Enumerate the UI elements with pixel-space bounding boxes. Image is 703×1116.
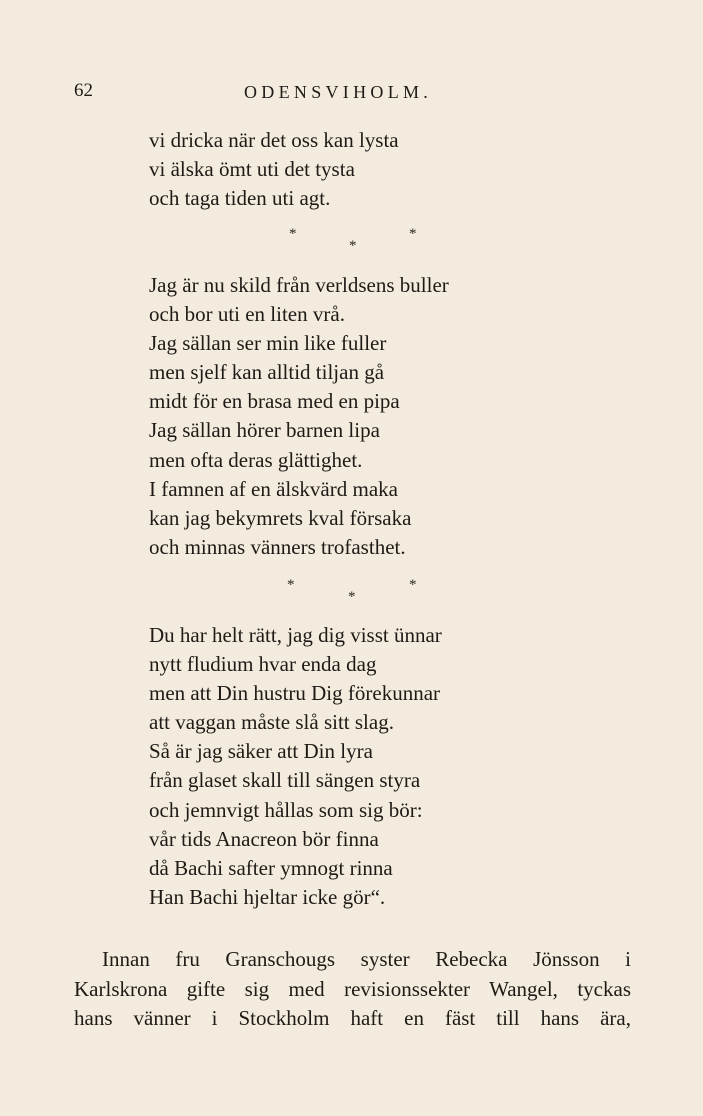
- poem-line: vår tids Anacreon bör finna: [149, 826, 379, 851]
- poem-line: och minnas vänners trofasthet.: [149, 534, 406, 559]
- poem-line: vi älska ömt uti det tysta: [149, 157, 355, 182]
- asterism-star: *: [287, 577, 295, 593]
- poem-line: men att Din hustru Dig förekunnar: [149, 681, 441, 706]
- running-title: ODENSVIHOLM.: [244, 82, 433, 102]
- prose-paragraph: [74, 945, 631, 1034]
- prose-line: Karlskrona gifte sig med revisionssekter Wangel, tyckas: [74, 976, 631, 1001]
- poem-line: men ofta deras glättighet.: [149, 447, 363, 472]
- poem-line: Jag sällan hörer barnen lipa: [149, 418, 380, 443]
- poem-line: vi dricka när det oss kan lysta: [149, 128, 399, 152]
- poem-line: Jag är nu skild från verldsens buller: [149, 273, 449, 297]
- asterism-star: *: [349, 238, 357, 254]
- poem-line: nytt fludium hvar enda dag: [149, 652, 377, 677]
- poem-line: att vaggan måste slå sitt slag.: [149, 710, 394, 735]
- prose-line: hans vänner i Stockholm haft en fäst till hans ära,: [74, 1006, 631, 1030]
- poem-line: men sjelf kan alltid tiljan gå: [149, 360, 385, 385]
- poem-line: Jag sällan ser min like fuller: [149, 331, 387, 356]
- poem-line: och bor uti en liten vrå.: [149, 302, 345, 327]
- poem-stanza-2: [149, 271, 449, 562]
- asterism-star: *: [289, 226, 297, 242]
- poem-line: då Bachi safter ymnogt rinna: [149, 855, 393, 880]
- poem-line: och jemnvigt hållas som sig bör:: [149, 797, 423, 822]
- poem-line: från glaset skall till sängen styra: [149, 768, 421, 793]
- asterism-star: *: [409, 226, 417, 242]
- poem-line: Så är jag säker att Din lyra: [149, 739, 373, 764]
- poem-line: kan jag bekymrets kval försaka: [149, 505, 412, 530]
- poem-line: Han Bachi hjeltar icke gör“.: [149, 884, 386, 909]
- poem-line: och taga tiden uti agt.: [149, 186, 331, 211]
- poem-stanza-3: [149, 621, 442, 912]
- prose-line: Innan fru Granschougs syster Rebecka Jönsson i: [102, 947, 631, 971]
- page-number: 62: [74, 80, 93, 101]
- poem-line: I famnen af en älskvärd maka: [149, 476, 398, 501]
- poem-line: midt för en brasa med en pipa: [149, 389, 400, 414]
- page-header: [0, 80, 703, 110]
- poem-stanza-1: [149, 126, 399, 213]
- poem-line: Du har helt rätt, jag dig visst ünnar: [149, 623, 442, 647]
- asterism-star: *: [409, 577, 417, 593]
- asterism-star: *: [348, 589, 356, 605]
